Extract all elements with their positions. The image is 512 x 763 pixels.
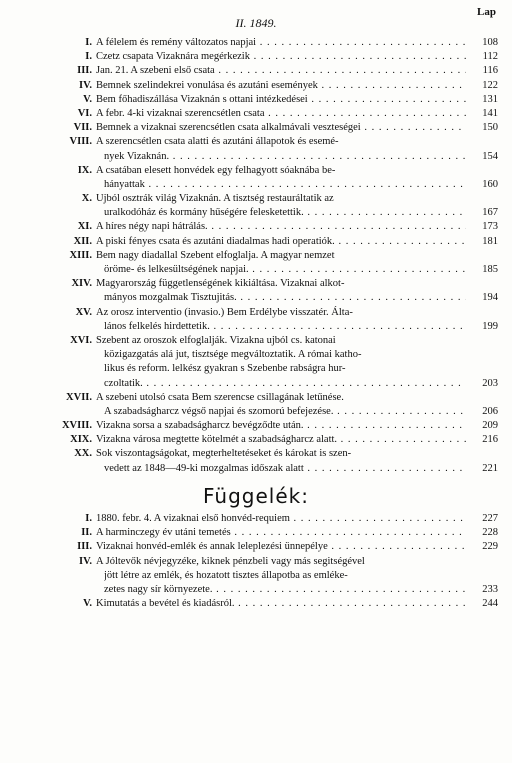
entry-page-number: 194 — [482, 292, 498, 304]
entry-number: XV. — [75, 306, 92, 318]
entry-number: XVIII. — [61, 420, 92, 432]
entry-title: Bemnek szelindekrei vonulása és azutáni események . . . — [96, 79, 466, 93]
entry-title: Kimutatás a bevétel és kiadásról. . . . — [96, 597, 466, 611]
toc-entry — [0, 447, 512, 475]
entry-title: A harminczegy év utáni temetés . . . — [96, 526, 466, 540]
toc-entry-line — [0, 50, 512, 64]
entry-page-number: 221 — [482, 462, 498, 474]
toc-entry-line — [0, 36, 512, 50]
entry-page-number: 116 — [482, 65, 498, 77]
appendix-title: Függelék: — [203, 484, 309, 508]
entry-page-number: 199 — [482, 320, 498, 332]
toc-entry-line — [0, 277, 512, 291]
toc-entry — [0, 433, 512, 447]
entry-number: XX. — [74, 448, 92, 460]
entry-title: A szebeni utolsó csata Bem szerencse csillagának letűnése. — [96, 391, 344, 403]
entry-page-number: 150 — [482, 122, 498, 134]
entry-title: czoltatik. . . . — [104, 377, 466, 391]
toc-entry — [0, 50, 512, 64]
toc-entry — [0, 540, 512, 554]
toc-entry — [0, 36, 512, 50]
entry-number: V. — [83, 598, 92, 610]
toc-entry — [0, 64, 512, 78]
toc-entry-line — [0, 249, 512, 263]
entry-title: lános felkelés hirdettetik. . . . — [104, 320, 466, 334]
toc-entry — [0, 220, 512, 234]
toc-entry — [0, 306, 512, 334]
toc-entry-line — [0, 150, 512, 164]
toc-entry-line — [0, 79, 512, 93]
toc-entry-line — [0, 206, 512, 220]
toc-entry-line — [0, 583, 512, 597]
entry-title: mányos mozgalmak Tisztujitás. . . . — [104, 291, 466, 305]
entry-page-number: 181 — [482, 235, 498, 247]
entry-page-number: 112 — [482, 51, 498, 63]
section-title: II. 1849. — [235, 16, 277, 30]
entry-number: VIII. — [69, 136, 92, 148]
entry-title: Bem főhadiszállása Vizaknán s ottani intézkedései . . . — [96, 93, 466, 107]
entry-number: XIV. — [71, 278, 92, 290]
toc-entry — [0, 334, 512, 391]
entry-number: IV. — [79, 79, 92, 91]
toc-entry-line — [0, 540, 512, 554]
entry-number: XI. — [77, 221, 92, 233]
toc-entry-line — [0, 405, 512, 419]
entry-title: Bem nagy diadallal Szebent elfoglalja. A magyar nemzet — [96, 249, 335, 261]
entry-page-number: 233 — [482, 583, 498, 595]
entry-title: Sok viszontagságokat, megterheltetéseket és károkat is szen- — [96, 448, 352, 460]
toc-entry-line — [0, 263, 512, 277]
toc-entry-line — [0, 334, 512, 348]
toc-entry-line — [0, 555, 512, 569]
entry-number: I. — [85, 513, 92, 524]
entry-page-number: 122 — [482, 79, 498, 91]
entry-title: Jan. 21. A szebeni első csata . . . — [96, 64, 466, 78]
entry-page-number: 160 — [482, 178, 498, 190]
entry-title: Magyarország függetlenségének kikiáltása. Vizaknai alkot- — [96, 278, 345, 290]
entry-number: X. — [81, 193, 92, 205]
toc-entry-line — [0, 433, 512, 447]
entry-page-number: 185 — [482, 264, 498, 275]
entry-page-number: 173 — [482, 221, 498, 233]
entry-title: A szabadságharcz végső napjai és szomorú befejezése. . . . — [104, 405, 466, 419]
entry-title: Bemnek a vizaknai szerencsétlen csata alkalmávali veszteségei . . . — [96, 121, 466, 135]
toc-entry — [0, 135, 512, 163]
entry-number: I. — [85, 51, 92, 63]
toc-entry-line — [0, 306, 512, 320]
entry-title: likus és reform. lelkész gyakran s Szebenbe rabságra hur- — [104, 363, 346, 375]
toc-entry-line — [0, 291, 512, 305]
entry-title: A piski fényes csata és azutáni diadalmas hadi operatiók. . . . — [96, 235, 466, 249]
toc-entry — [0, 526, 512, 540]
entry-page-number: 154 — [482, 150, 498, 162]
toc-entry — [0, 93, 512, 107]
toc-entry-line — [0, 135, 512, 149]
entry-page-number: 228 — [482, 527, 498, 539]
entry-page-number: 141 — [482, 107, 498, 119]
toc-entry-line — [0, 220, 512, 234]
toc-entry-line — [0, 462, 512, 476]
table-of-contents — [0, 36, 512, 476]
entry-title: Vizakna városa megtette kötelmét a szabadságharcz alatt. . . . — [96, 433, 466, 447]
entry-title: Szebent az oroszok elfoglalják. Vizakna ujból cs. katonai — [96, 334, 336, 346]
toc-entry — [0, 107, 512, 121]
entry-number: VI. — [77, 107, 92, 119]
entry-title: jött létre az emlék, és hozatott tisztes állapotba as emléke- — [104, 569, 348, 581]
toc-entry-line — [0, 178, 512, 192]
toc-entry — [0, 121, 512, 135]
toc-entry — [0, 277, 512, 305]
entry-page-number: 108 — [482, 37, 498, 48]
entry-number: IX. — [77, 164, 92, 176]
toc-entry-line — [0, 164, 512, 178]
entry-number: V. — [83, 93, 92, 105]
toc-entry-line — [0, 526, 512, 540]
entry-title: Az orosz interventio (invasio.) Bem Erdélybe visszatér. Álta- — [96, 306, 353, 318]
entry-page-number: 244 — [482, 598, 498, 610]
toc-entry-line — [0, 93, 512, 107]
toc-entry — [0, 512, 512, 526]
toc-entry-line — [0, 597, 512, 611]
entry-number: XIX. — [70, 434, 92, 446]
toc-entry — [0, 419, 512, 433]
entry-page-number: 216 — [482, 434, 498, 446]
toc-entry — [0, 192, 512, 220]
entry-number: IV. — [79, 555, 92, 567]
entry-number: VII. — [73, 122, 92, 134]
toc-entry-line — [0, 107, 512, 121]
toc-entry — [0, 79, 512, 93]
toc-entry-line — [0, 447, 512, 461]
toc-entry-line — [0, 391, 512, 405]
entry-number: I. — [85, 37, 92, 48]
entry-page-number: 203 — [482, 377, 498, 389]
entry-number: III. — [77, 65, 92, 77]
entry-title: 1880. febr. 4. A vizaknai első honvéd-requiem . . . — [96, 512, 466, 526]
toc-entry-line — [0, 320, 512, 334]
entry-title: nyek Vizaknán. . . . — [104, 150, 466, 164]
entry-title: közigazgatás alá jut, tisztsége megváltoztatik. A római katho- — [104, 349, 362, 361]
entry-title: zetes nagy sír környezete. . . . — [104, 583, 466, 597]
entry-title: uralkodóház és kormány hűségére felesketettik. . . . — [104, 206, 466, 220]
entry-page-number: 167 — [482, 207, 498, 219]
entry-title: A szerencsétlen csata alatti és azutáni állapotok és esemé- — [96, 136, 339, 148]
entry-title: A híres négy napi hátrálás. . . . — [96, 220, 466, 234]
entry-title: öröme- és lelkesültségének napjai. . . . — [104, 263, 466, 277]
appendix-contents — [0, 512, 512, 611]
entry-title: Ujból osztrák világ Vizaknán. A tisztség restauráltatik az — [96, 193, 334, 205]
toc-entry — [0, 391, 512, 419]
entry-title: hányattak . . . — [104, 178, 466, 192]
toc-entry — [0, 235, 512, 249]
toc-entry-line — [0, 362, 512, 376]
entry-page-number: 131 — [482, 93, 498, 105]
toc-entry-line — [0, 569, 512, 583]
toc-entry-line — [0, 121, 512, 135]
entry-number: XII. — [73, 235, 92, 247]
toc-entry-line — [0, 419, 512, 433]
toc-entry — [0, 555, 512, 598]
toc-entry-line — [0, 512, 512, 526]
toc-entry — [0, 164, 512, 192]
entry-page-number: 209 — [482, 420, 498, 432]
entry-number: II. — [81, 527, 92, 539]
entry-page-number: 227 — [482, 513, 498, 524]
entry-number: XVI. — [70, 334, 92, 346]
entry-number: III. — [77, 541, 92, 553]
toc-entry-line — [0, 192, 512, 206]
entry-title: A félelem és remény változatos napjai . . . — [96, 36, 466, 50]
entry-title: A febr. 4-ki vizaknai szerencsétlen csata . . . — [96, 107, 466, 121]
entry-title: A csatában elesett honvédek egy felhagyott sóaknába be- — [96, 164, 336, 176]
page-column-header: Lap — [477, 6, 496, 18]
entry-title: Vizaknai honvéd-emlék és annak leleplezési ünnepélye . . . — [96, 540, 466, 554]
entry-title: A Jóltevők névjegyzéke, kiknek pénzbeli vagy más segitségével — [96, 555, 365, 567]
entry-page-number: 229 — [482, 541, 498, 553]
toc-entry-line — [0, 348, 512, 362]
toc-entry — [0, 597, 512, 611]
entry-number: XVII. — [66, 391, 92, 403]
toc-entry — [0, 249, 512, 277]
entry-title: vedett az 1848—49-ki mozgalmas időszak alatt . . . — [104, 462, 466, 476]
entry-title: Czetz csapata Vizaknára megérkezik . . . — [96, 50, 466, 64]
toc-entry-line — [0, 377, 512, 391]
entry-number: XIII. — [69, 249, 92, 261]
toc-entry-line — [0, 235, 512, 249]
toc-entry-line — [0, 64, 512, 78]
entry-page-number: 206 — [482, 405, 498, 417]
entry-title: Vizakna sorsa a szabadságharcz bevégződte után. . . . — [96, 419, 466, 433]
